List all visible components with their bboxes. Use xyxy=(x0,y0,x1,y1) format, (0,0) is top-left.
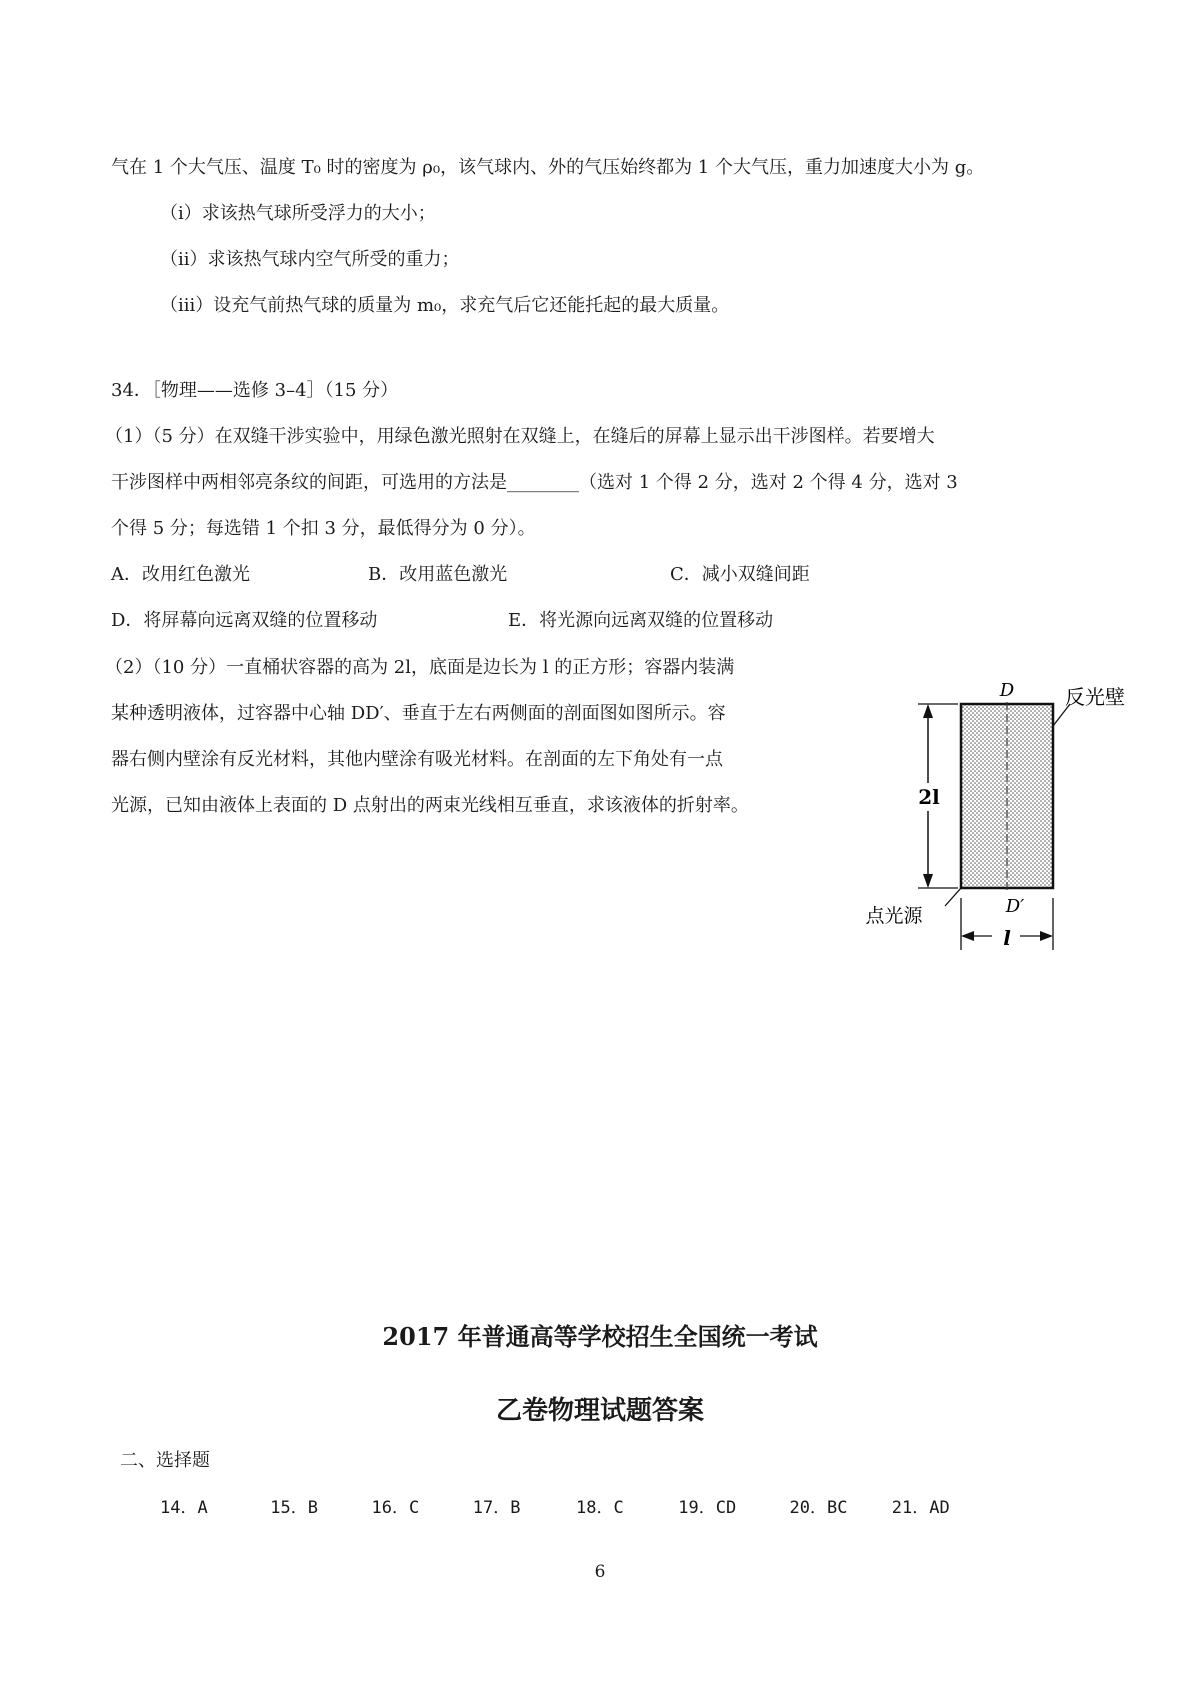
page-number: 6 xyxy=(594,1562,606,1582)
label-reflect-wall: 反光壁 xyxy=(1065,685,1125,709)
answer-title-1: 2017 年普通高等学校招生全国统一考试 xyxy=(382,1322,818,1351)
source-leader xyxy=(945,888,961,906)
sub-question-iii: （iii）设充气前热气球的质量为 m₀，求充气后它还能托起的最大质量。 xyxy=(160,295,730,316)
sub-question-i: （i）求该热气球所受浮力的大小； xyxy=(160,203,436,224)
answer-14: 14．A xyxy=(160,1498,208,1518)
part2-line-a: （2）（10 分）一直桶状容器的高为 2l，底面是边长为 l 的正方形；容器内装满 xyxy=(105,657,735,678)
answer-title-2: 乙卷物理试题答案 xyxy=(495,1396,704,1426)
answer-20: 20．BC xyxy=(789,1498,848,1518)
part2-line-b: 某种透明液体，过容器中心轴 DD′、垂直于左右两侧面的剖面图如图所示。容 xyxy=(111,703,726,724)
option-d: D．将屏幕向远离双缝的位置移动 xyxy=(111,610,378,631)
answer-17: 17．B xyxy=(472,1498,521,1518)
answer-16: 16．C xyxy=(371,1498,420,1518)
part1-line-a: （1）（5 分）在双缝干涉实验中，用绿色激光照射在双缝上，在缝后的屏幕上显示出干涉图样。若要增大 xyxy=(105,426,935,447)
sub-question-ii: （ii）求该热气球内空气所受的重力； xyxy=(160,249,460,270)
label-width: l xyxy=(1003,926,1011,950)
part1-line-b: 干涉图样中两相邻亮条纹的间距，可选用的方法是________（选对 1 个得 2 分，选对 2 个得 4 分，选对 3 xyxy=(111,472,958,493)
label-point-source: 点光源 xyxy=(865,905,923,927)
question-34-heading: 34．［物理——选修 3–4］（15 分） xyxy=(111,380,399,401)
answer-21: 21．AD xyxy=(891,1498,950,1518)
container-diagram xyxy=(860,680,1150,975)
answer-18: 18．C xyxy=(576,1498,624,1518)
part2-line-d: 光源，已知由液体上表面的 D 点射出的两束光线相互垂直，求该液体的折射率。 xyxy=(111,795,749,816)
answer-19: 19．CD xyxy=(678,1498,737,1518)
option-e: E．将光源向远离双缝的位置移动 xyxy=(508,610,774,631)
part2-line-c: 器右侧内壁涂有反光材料，其他内壁涂有吸光材料。在剖面的左下角处有一点 xyxy=(111,749,723,770)
label-d-top: D xyxy=(999,680,1015,701)
option-c: C．减小双缝间距 xyxy=(670,564,810,585)
option-a: A．改用红色激光 xyxy=(111,564,250,585)
section-heading: 二、选择题 xyxy=(120,1450,210,1471)
label-d-bottom: D′ xyxy=(1005,896,1025,917)
text-line-1: 气在 1 个大气压、温度 T₀ 时的密度为 ρ₀，该气球内、外的气压始终都为 1 个大气压，重力加速度大小为 g。 xyxy=(111,157,985,178)
part1-line-c: 个得 5 分；每选错 1 个扣 3 分，最低得分为 0 分）。 xyxy=(111,518,536,539)
option-b: B．改用蓝色激光 xyxy=(368,564,508,585)
answer-list xyxy=(160,1493,950,1518)
label-height: 2l xyxy=(918,785,940,809)
answer-15: 15．B xyxy=(270,1498,318,1518)
